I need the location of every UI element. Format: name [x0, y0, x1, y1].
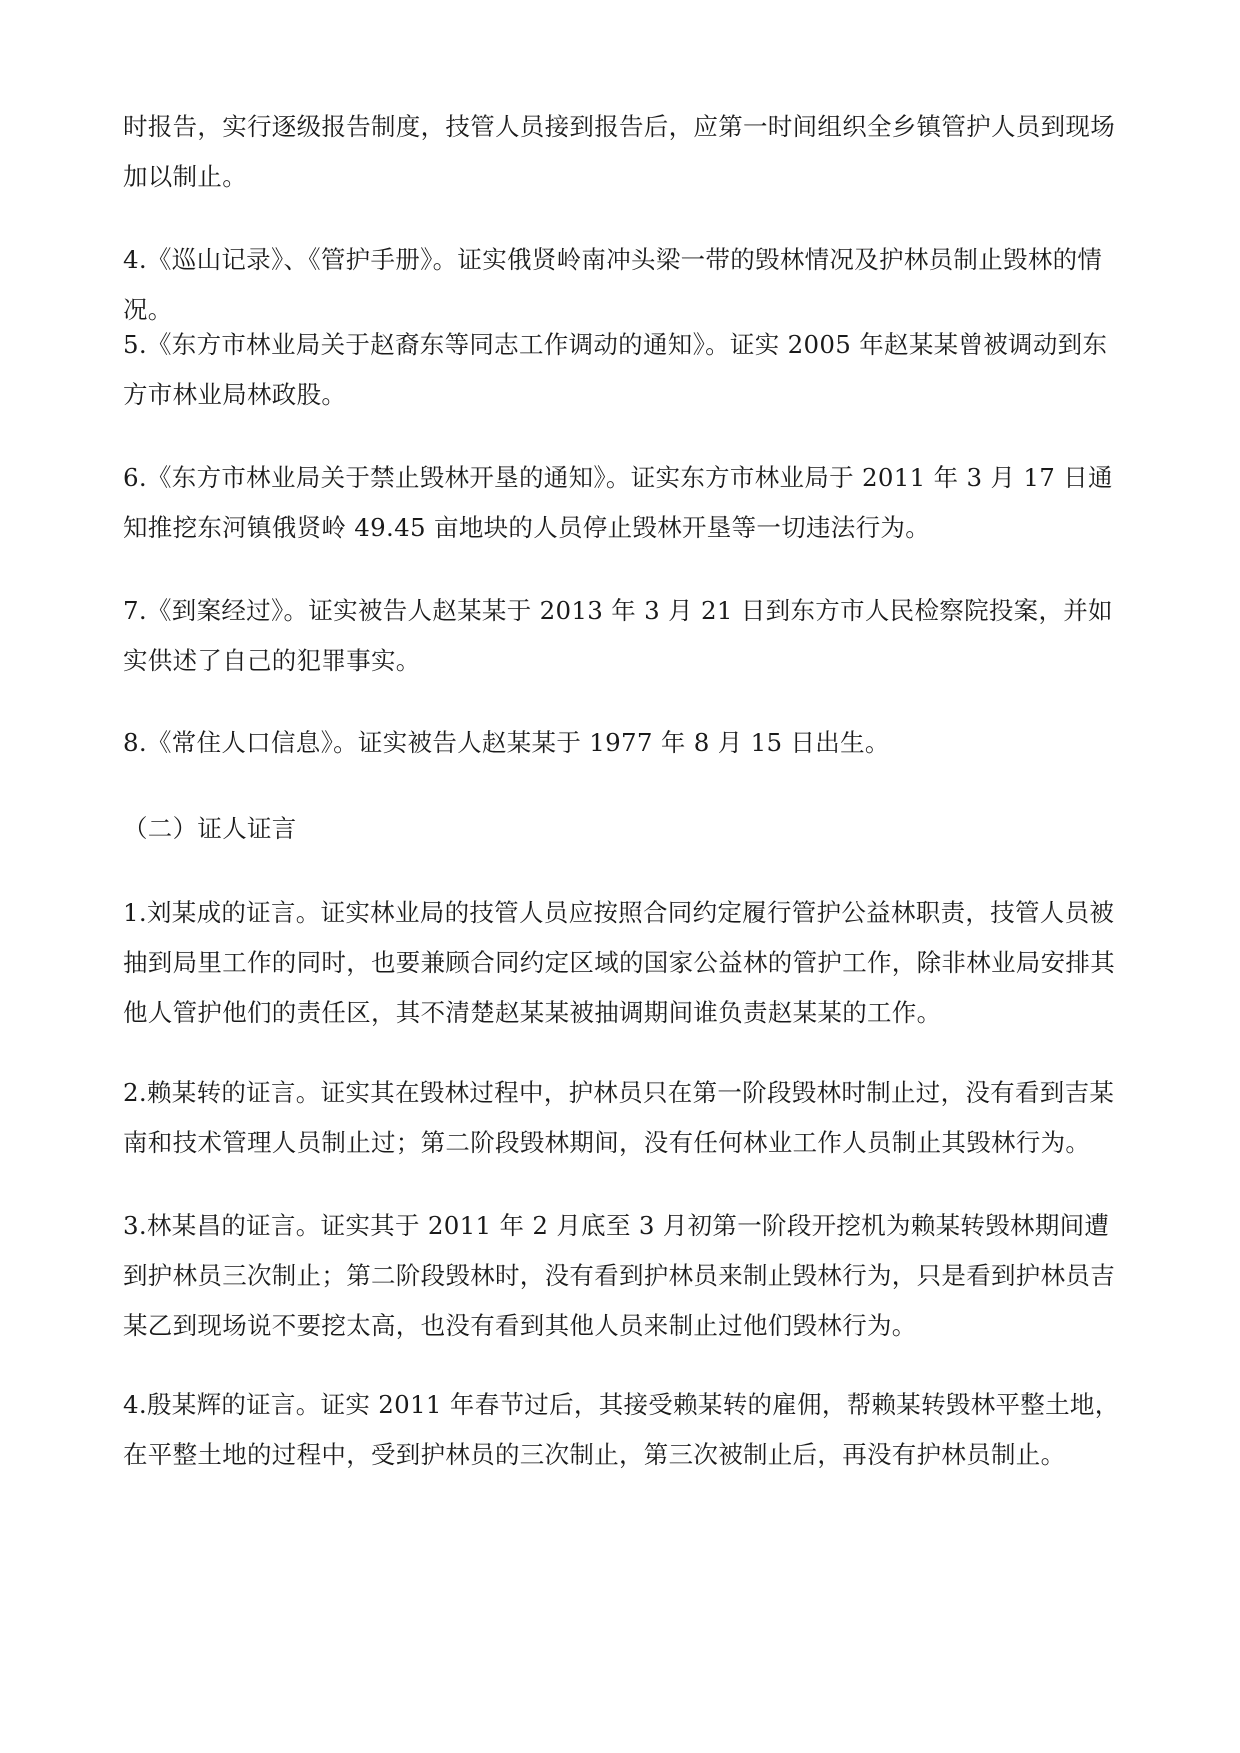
paragraph-evidence-5: 5.《东方市林业局关于赵裔东等同志工作调动的通知》。证实 2005 年赵某某曾被调动到东方市林业局林政股。 — [123, 330, 1108, 409]
paragraph-witness-3: 3.林某昌的证言。证实其于 2011 年 2 月底至 3 月初第一阶段开挖机为赖某转毁林期间遭到护林员三次制止；第二阶段毁林时，没有看到护林员来制止毁林行为，只是看到护林员吉某乙到现场说不要挖太高，也没有看到其他人员来制止过他们毁林行为。 — [123, 1211, 1115, 1340]
paragraph-evidence-7: 7.《到案经过》。证实被告人赵某某于 2013 年 3 月 21 日到东方市人民检察院投案，并如实供述了自己的犯罪事实。 — [123, 596, 1113, 675]
paragraph-evidence-6: 6.《东方市林业局关于禁止毁林开垦的通知》。证实东方市林业局于 2011 年 3 月 17 日通知推挖东河镇俄贤岭 49.45 亩地块的人员停止毁林开垦等一切违法行为。 — [123, 463, 1113, 542]
paragraph-evidence-8: 8.《常住人口信息》。证实被告人赵某某于 1977 年 8 月 15 日出生。 — [123, 728, 890, 757]
paragraph-witness-1: 1.刘某成的证言。证实林业局的技管人员应按照合同约定履行管护公益林职责，技管人员被抽到局里工作的同时，也要兼顾合同约定区域的国家公益林的管护工作，除非林业局安排其他人管护他们的责任区，其不清楚赵某某被抽调期间谁负责赵某某的工作。 — [123, 898, 1115, 1027]
paragraph-witness-4: 4.殷某辉的证言。证实 2011 年春节过后，其接受赖某转的雇佣，帮赖某转毁林平整土地，在平整土地的过程中，受到护林员的三次制止，第三次被制止后，再没有护林员制止。 — [123, 1390, 1120, 1469]
paragraph-witness-2: 2.赖某转的证言。证实其在毁林过程中，护林员只在第一阶段毁林时制止过，没有看到吉某南和技术管理人员制止过；第二阶段毁林期间，没有任何林业工作人员制止其毁林行为。 — [123, 1078, 1115, 1157]
paragraph-evidence-4: 4.《巡山记录》、《管护手册》。证实俄贤岭南冲头梁一带的毁林情况及护林员制止毁林的情况。 — [123, 245, 1103, 324]
section-heading-witness-testimony: （二）证人证言 — [123, 814, 297, 843]
paragraph-report-system: 时报告，实行逐级报告制度，技管人员接到报告后，应第一时间组织全乡镇管护人员到现场加以制止。 — [123, 112, 1115, 191]
